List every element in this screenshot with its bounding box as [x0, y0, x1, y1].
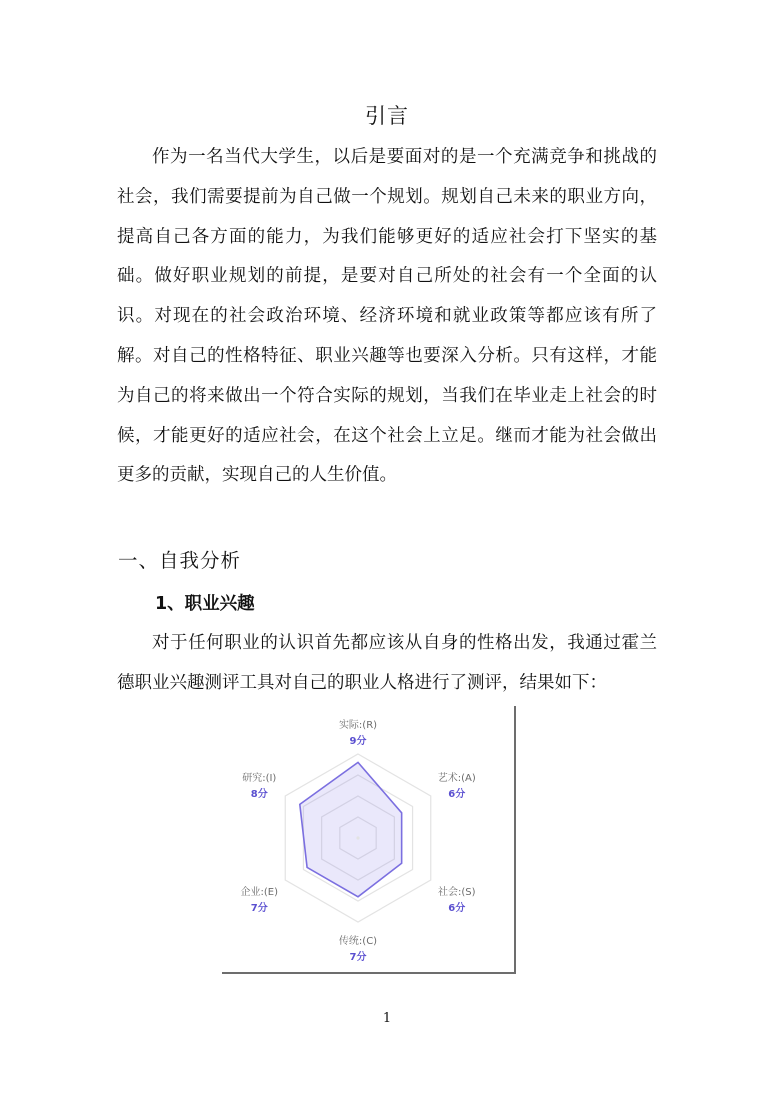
radar-center-dot: [356, 836, 359, 839]
radar-category-label: 社会:(S): [437, 887, 476, 898]
radar-category-label: 企业:(E): [240, 887, 279, 898]
radar-chart-figure: [222, 706, 516, 974]
radar-value-label: 7分: [349, 952, 367, 963]
radar-chart: [222, 706, 514, 972]
subsection-heading: 1、职业兴趣: [155, 594, 255, 614]
radar-value-label: 7分: [250, 903, 268, 914]
page-title: 引言: [365, 104, 409, 128]
radar-value-label: 6分: [448, 903, 466, 914]
radar-value-label: 9分: [349, 736, 367, 747]
radar-value-label: 6分: [448, 789, 466, 800]
radar-category-label: 研究:(I): [242, 773, 277, 784]
intro-paragraph: 作为一名当代大学生，以后是要面对的是一个充满竞争和挑战的社会，我们需要提前为自己做一个规划。规划自己未来的职业方向，提高自己各方面的能力，为我们能够更好的适应社会打下坚实的基础。做好职业规划的前提，是要对自己所处的社会有一个全面的认识。对现在的社会政治环境、经济环境和就业政策等都应该有所了解。对自己的性格特征、职业兴趣等也要深入分析。只有这样，才能为自己的将来做出一个符合实际的规划，当我们在毕业走上社会的时候，才能更好的适应社会，在这个社会上立足。继而才能为社会做出更多的贡献，实现自己的人生价值。: [117, 147, 657, 486]
radar-category-label: 艺术:(A): [437, 773, 476, 784]
section-paragraph: 对于任何职业的认识首先都应该从自身的性格出发，我通过霍兰德职业兴趣测评工具对自己的职业人格进行了测评，结果如下：: [117, 633, 657, 693]
radar-value-label: 8分: [250, 789, 268, 800]
radar-category-label: 传统:(C): [338, 936, 378, 947]
page-number: 1: [382, 1011, 392, 1026]
radar-category-label: 实际:(R): [338, 720, 378, 731]
section-heading: 一、自我分析: [118, 549, 242, 572]
